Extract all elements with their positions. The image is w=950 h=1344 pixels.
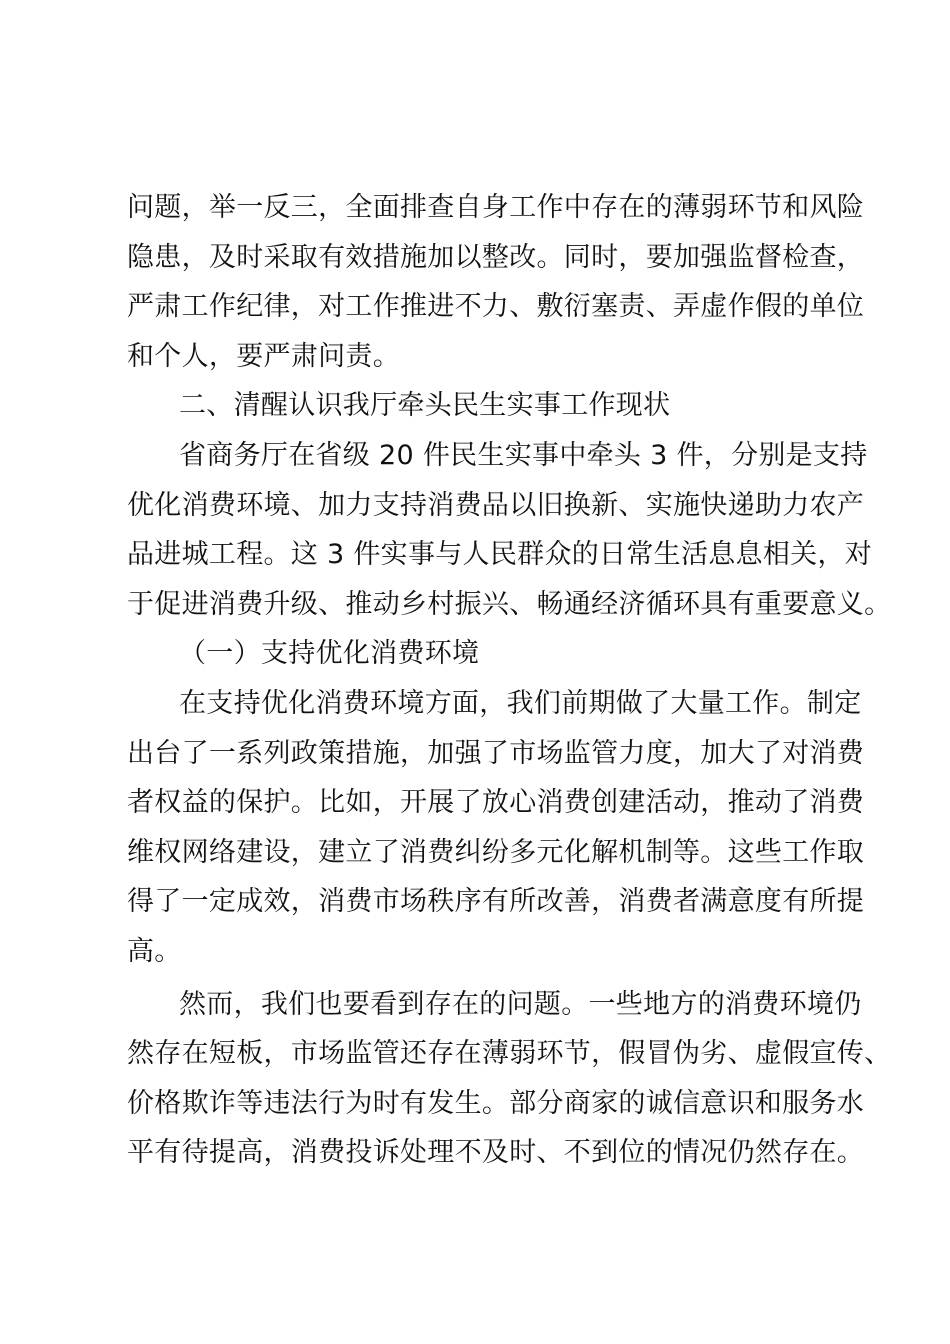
- paragraph-first-line: 省商务厅在省级 20 件民生实事中牵头 3 件，分别是支持: [179, 439, 868, 471]
- paragraph-first-line: 然而，我们也要看到存在的问题。一些地方的消费环境仍: [179, 988, 862, 1020]
- body-line: 隐患，及时采取有效措施加以整改。同时，要加强监督检查，: [127, 241, 865, 273]
- body-line: 问题，举一反三，全面排查自身工作中存在的薄弱环节和风险: [127, 192, 865, 223]
- body-line: 价格欺诈等违法行为时有发生。部分商家的诚信意识和服务水: [127, 1087, 865, 1119]
- body-line: 得了一定成效，消费市场秩序有所改善，消费者满意度有所提: [127, 886, 865, 918]
- body-line: 维权网络建设，建立了消费纠纷多元化解机制等。这些工作取: [127, 836, 865, 868]
- body-line: 品进城工程。这 3 件实事与人民群众的日常生活息息相关，对: [127, 539, 873, 571]
- section-heading: 二、清醒认识我厅牵头民生实事工作现状: [179, 390, 671, 422]
- body-line: 和个人，要严肃问责。: [127, 340, 400, 372]
- body-line: 高。: [127, 935, 182, 967]
- body-line: 然存在短板，市场监管还存在薄弱环节，假冒伪劣、虚假宣传、: [127, 1038, 892, 1070]
- body-line: 者权益的保护。比如，开展了放心消费创建活动，推动了消费: [127, 787, 865, 819]
- paragraph-first-line: 在支持优化消费环境方面，我们前期做了大量工作。制定: [179, 687, 862, 719]
- body-line: 于促进消费升级、推动乡村振兴、畅通经济循环具有重要意义。: [127, 588, 892, 620]
- body-line: 出台了一系列政策措施，加强了市场监管力度，加大了对消费: [127, 737, 865, 769]
- body-line: 严肃工作纪律，对工作推进不力、敷衍塞责、弄虚作假的单位: [127, 291, 865, 323]
- subsection-heading: （一）支持优化消费环境: [179, 638, 480, 670]
- body-line: 平有待提高，消费投诉处理不及时、不到位的情况仍然存在。: [127, 1137, 865, 1169]
- document-body: [127, 183, 892, 1178]
- body-line: 优化消费环境、加力支持消费品以旧换新、实施快递助力农产: [127, 489, 865, 521]
